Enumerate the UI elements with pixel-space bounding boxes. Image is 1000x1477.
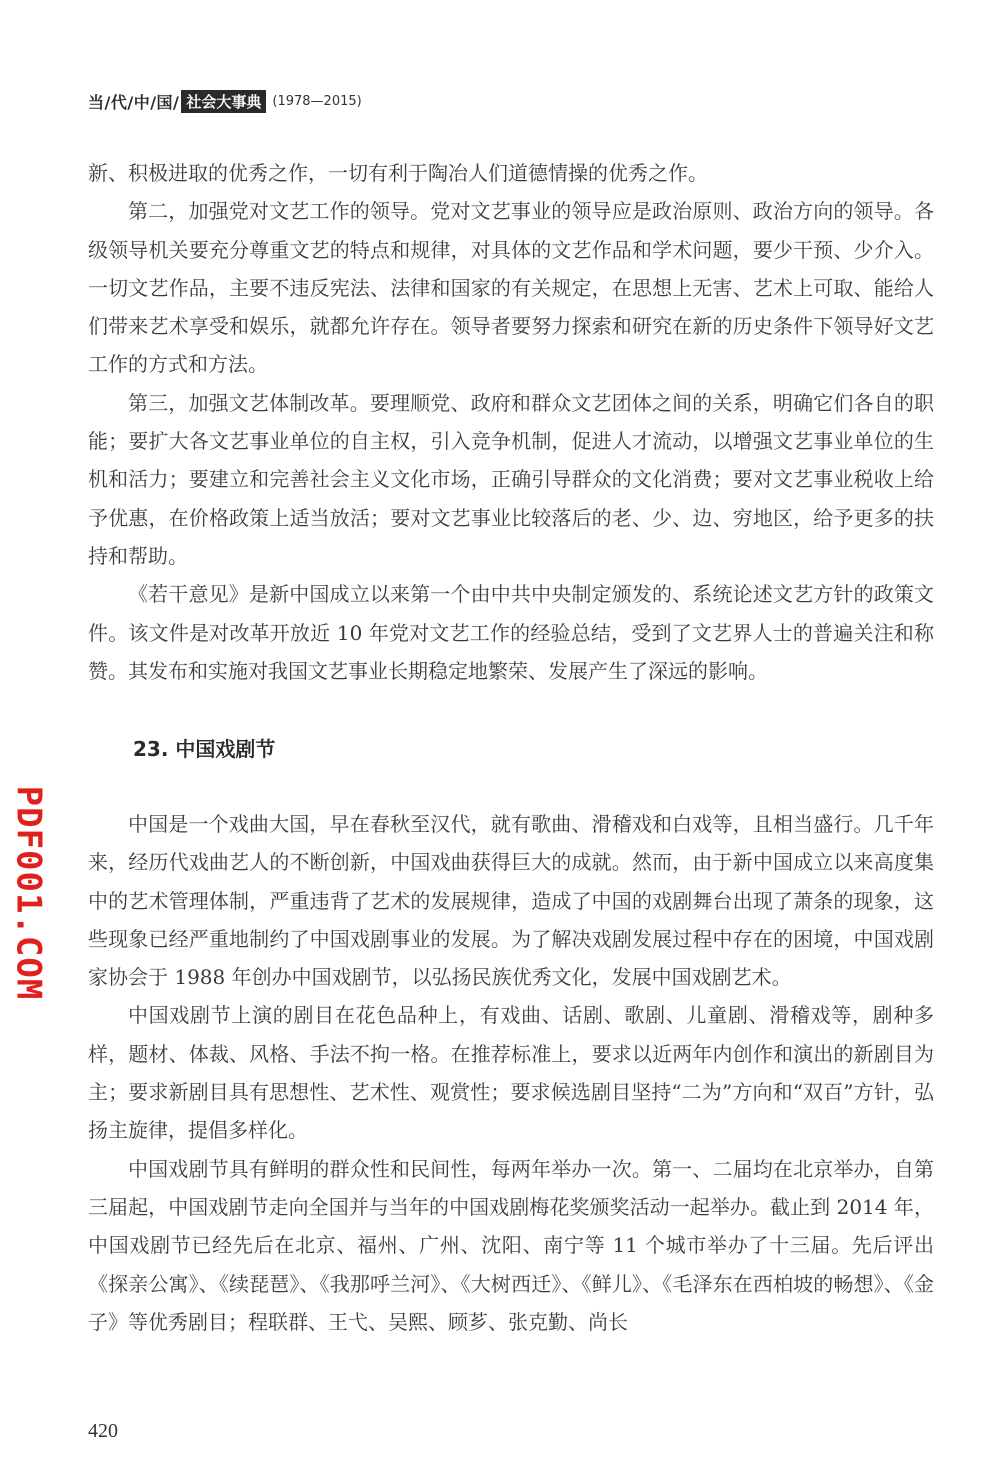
paragraph-repertoire: 中国戏剧节上演的剧目在花色品种上，有戏曲、话剧、歌剧、儿童剧、滑稽戏等，剧种多样，题材、体裁、风格、手法不拘一格。在推荐标准上，要求以近两年内创作和演出的新剧目为主；要求新剧目具有思想性、艺术性、观赏性；要求候选剧目坚持“二为”方向和“双百”方针，弘扬主旋律，提倡多样化。 (88, 1003, 934, 1143)
watermark-text: PDF001.COM (8, 785, 49, 1001)
section-heading: 23. 中国戏剧节 (133, 737, 276, 761)
page-number: 420 (88, 1420, 118, 1442)
paragraph-point-two: 第二，加强党对文艺工作的领导。党对文艺事业的领导应是政治原则、政治方向的领导。各级领导机关要充分尊重文艺的特点和规律，对具体的文艺作品和学术问题，要少干预、少介入。一切文艺作品，主要不违反宪法、法律和国家的有关规定，在思想上无害、艺术上可取、能给人们带来艺术享受和娱乐，就都允许存在。领导者要努力探索和研究在新的历史条件下领导好文艺工作的方式和方法。 (88, 199, 934, 377)
paragraph-continuation: 新、积极进取的优秀之作，一切有利于陶冶人们道德情操的优秀之作。 (88, 161, 708, 185)
paragraph-intro: 中国是一个戏曲大国，早在春秋至汉代，就有歌曲、滑稽戏和白戏等，且相当盛行。几千年来，经历代戏曲艺人的不断创新，中国戏曲获得巨大的成就。然而，由于新中国成立以来高度集中的艺术管理体制，严重违背了艺术的发展规律，造成了中国的戏剧舞台出现了萧条的现象，这些现象已经严重地制约了中国戏剧事业的发展。为了解决戏剧发展过程中存在的困境，中国戏剧家协会于 1988 年创办中国戏剧节，以弘扬民族优秀文化，发展中国戏剧艺术。 (88, 812, 934, 990)
book-title: 当/代/中/国/ (88, 93, 180, 112)
text-block-lower (88, 805, 934, 1341)
paragraph-history: 中国戏剧节具有鲜明的群众性和民间性，每两年举办一次。第一、二届均在北京举办，自第三届起，中国戏剧节走向全国并与当年的中国戏剧梅花奖颁奖活动一起举办。截止到 2014 年，中国戏剧节已经先后在北京、福州、广州、沈阳、南宁等 11 个城市举办了十三届。先后评出《探亲公寓》、《续琵琶》、《我那呼兰河》、《大树西迁》、《鲜儿》、《毛泽东在西柏坡的畅想》、《金子》等优秀剧目；程联群、王弋、吴熙、顾芗、张克勤、尚长 (88, 1156, 934, 1334)
year-range: (1978—2015) (272, 94, 362, 109)
running-header (88, 90, 362, 113)
paragraph-point-three: 第三，加强文艺体制改革。要理顺党、政府和群众文艺团体之间的关系，明确它们各自的职能；要扩大各文艺事业单位的自主权，引入竞争机制，促进人才流动，以增强文艺事业单位的生机和活力；要建立和完善社会主义文化市场，正确引导群众的文化消费；要对文艺事业税收上给予优惠，在价格政策上适当放活；要对文艺事业比较落后的老、少、边、穷地区，给予更多的扶持和帮助。 (88, 390, 934, 568)
watermark (8, 778, 49, 1008)
paragraph-summary: 《若干意见》是新中国成立以来第一个由中共中央制定颁发的、系统论述文艺方针的政策文件。该文件是对改革开放近 10 年党对文艺工作的经验总结，受到了文艺界人士的普遍关注和称赞。其发布和实施对我国文艺事业长期稳定地繁荣、发展产生了深远的影响。 (88, 582, 934, 683)
series-title-box: 社会大事典 (181, 90, 266, 113)
text-block-upper (88, 154, 934, 690)
